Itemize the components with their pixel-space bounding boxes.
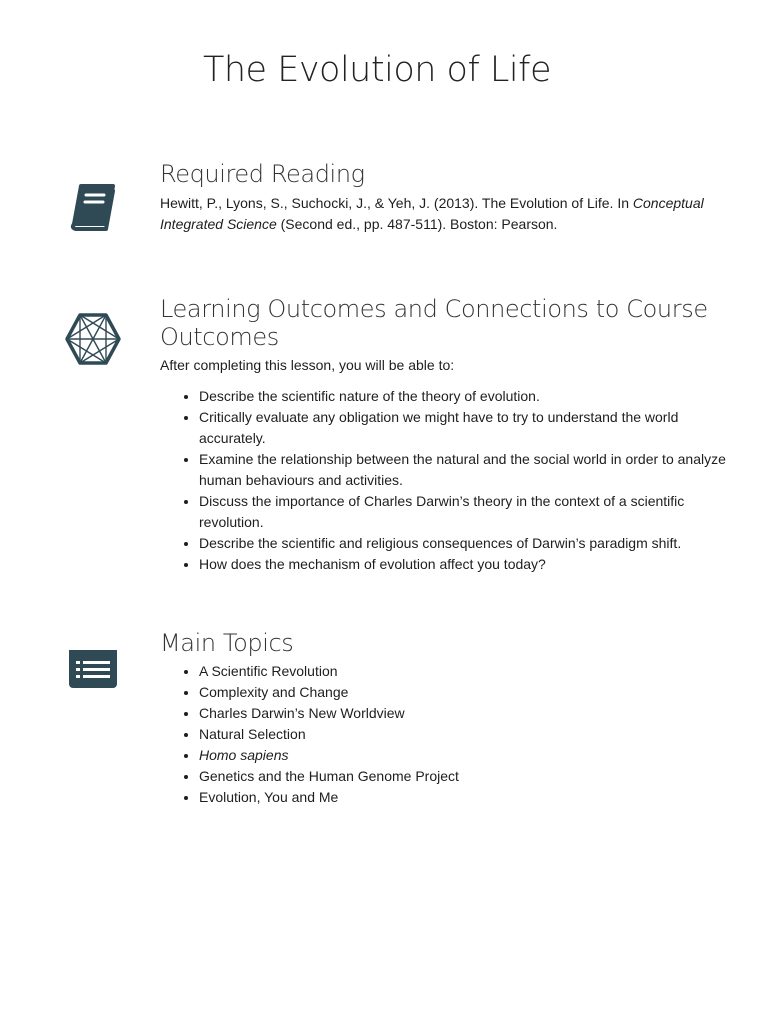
citation-text-end: (Second ed., pp. 487-511). Boston: Pearson. xyxy=(276,216,558,232)
list-item: • Discuss the importance of Charles Darwin’s theory in the context of a scientific revolution. xyxy=(199,491,744,533)
list-item: • Evolution, You and Me xyxy=(199,787,744,808)
section-heading-outcomes: Learning Outcomes and Connections to Course Outcomes xyxy=(160,295,708,351)
list-item: • Genetics and the Human Genome Project xyxy=(199,766,744,787)
citation-text: Hewitt, P., Lyons, S., Suchocki, J., & Yeh, J. (2013). The Evolution of Life. In xyxy=(160,195,633,211)
list-item xyxy=(199,745,744,766)
section-heading-topics: Main Topics xyxy=(160,629,294,657)
list-item: • Describe the scientific nature of the theory of evolution. xyxy=(199,386,744,407)
list-item: • Critically evaluate any obligation we might have to try to understand the world accurately. xyxy=(199,407,744,449)
list-item: • Charles Darwin’s New Worldview xyxy=(199,703,744,724)
topics-list xyxy=(160,661,744,808)
list-item: • A Scientific Revolution xyxy=(199,661,744,682)
page-title: The Evolution of Life xyxy=(203,50,551,90)
list-item: • Natural Selection xyxy=(199,724,744,745)
list-item: • Examine the relationship between the natural and the social world in order to analyze human behaviours and activities. xyxy=(199,449,744,491)
citation-book-title: Conceptual Integrated Science xyxy=(160,195,704,232)
outcomes-list xyxy=(160,386,744,575)
network-hexagon-icon xyxy=(64,310,122,368)
book-icon xyxy=(64,178,122,236)
list-item: • Complexity and Change xyxy=(199,682,744,703)
list-item: • Describe the scientific and religious consequences of Darwin’s paradigm shift. xyxy=(199,533,744,554)
section-heading-reading: Required Reading xyxy=(160,160,365,188)
reading-citation xyxy=(160,193,705,235)
list-item: • How does the mechanism of evolution affect you today? xyxy=(199,554,744,575)
species-name: Homo sapiens xyxy=(199,747,289,763)
list-icon xyxy=(66,642,120,696)
outcomes-intro: After completing this lesson, you will be able to: xyxy=(160,357,455,373)
